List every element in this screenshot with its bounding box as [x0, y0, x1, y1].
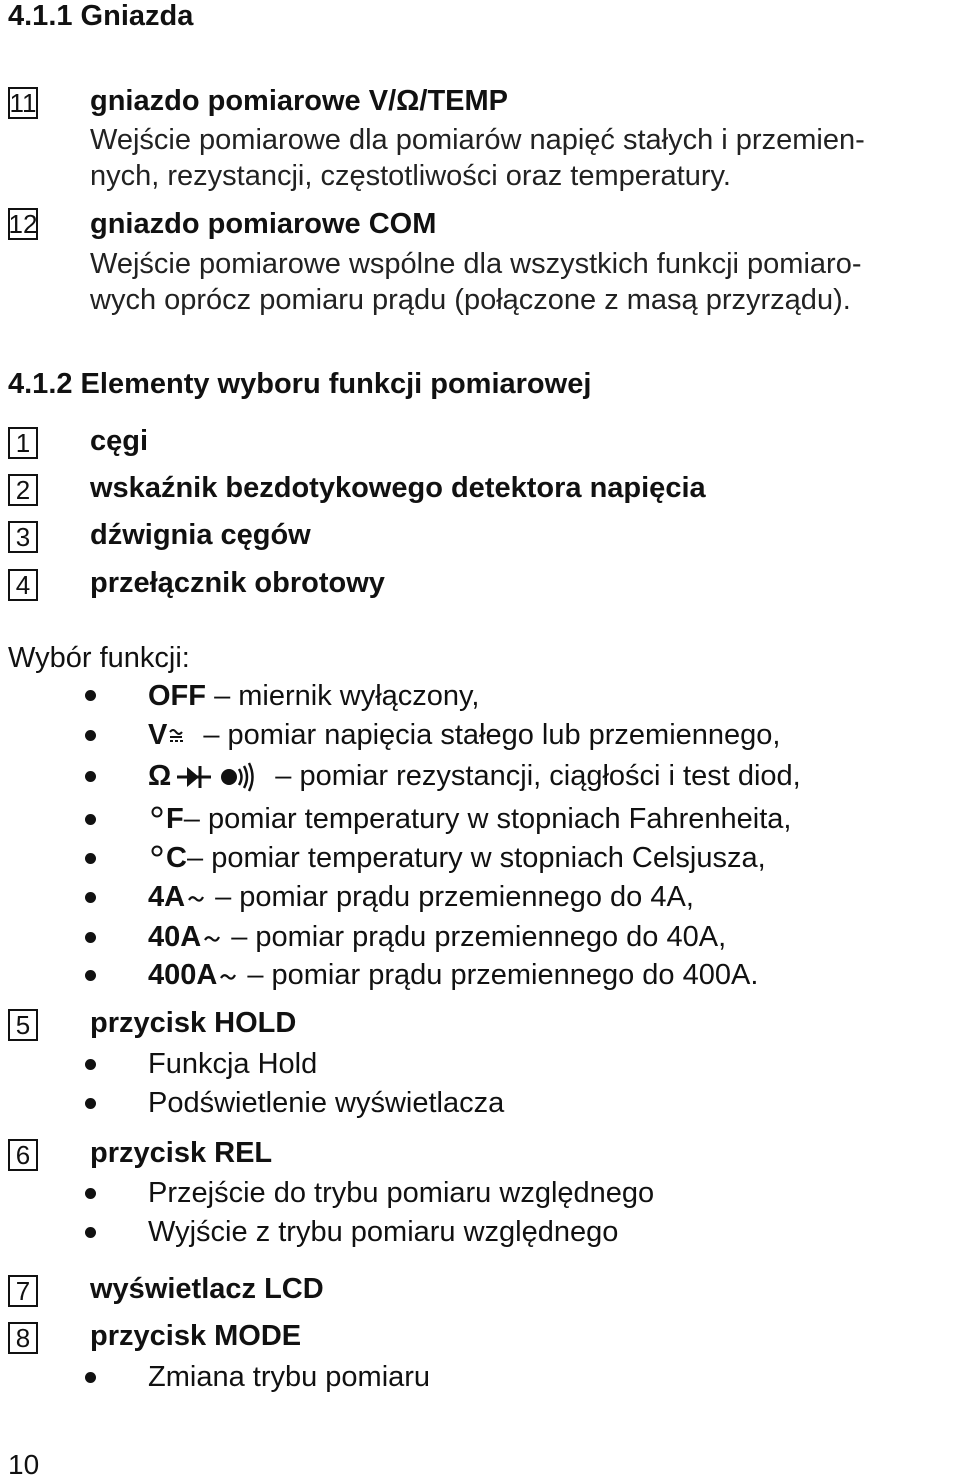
item-desc-11-line2: nych, rezystancji, częstotliwości oraz temperatury.: [90, 160, 731, 192]
function-item-40a: [148, 921, 726, 954]
function-item-4a: [148, 881, 694, 914]
item-number-12: 12: [8, 208, 38, 239]
function-key-400a: 400A: [148, 959, 218, 991]
function-key-ohm: Ω: [148, 760, 172, 792]
beeper-icon: [219, 761, 257, 793]
function-text-celsius: – pomiar temperatury w stopniach Celsjusza,: [187, 842, 766, 874]
item-title-2: wskaźnik bezdotykowego detektora napięcia: [90, 472, 706, 504]
item-number-4: 4: [8, 569, 38, 601]
item-desc-11-line1: Wejście pomiarowe dla pomiarów napięć stałych i przemien-: [90, 124, 865, 156]
bullet: [85, 814, 96, 825]
function-item-off: [148, 680, 479, 713]
function-key-40a: 40A: [148, 921, 202, 953]
bullet: [85, 1059, 96, 1070]
function-text-fahrenheit: – pomiar temperatury w stopniach Fahrenheita,: [183, 803, 792, 835]
bullet: [85, 690, 96, 701]
function-item-400a: [148, 959, 758, 992]
item-title-5: przycisk HOLD: [90, 1007, 297, 1039]
function-key-v: V: [148, 719, 168, 751]
function-item-ohm: [148, 760, 801, 793]
item-title-1: cęgi: [90, 425, 149, 457]
functions-label: Wybór funkcji:: [8, 642, 190, 674]
diode-icon: [177, 764, 211, 790]
bullet: [85, 1372, 96, 1383]
bullet: [85, 892, 96, 903]
item-number-11: 11: [9, 87, 37, 118]
bullet: [85, 771, 96, 782]
bullet: [85, 1098, 96, 1109]
function-text-off: – miernik wyłączony,: [214, 680, 480, 712]
function-item-fahrenheit: [150, 803, 791, 836]
tilde-icon: [203, 931, 221, 945]
function-text-ohm: – pomiar rezystancji, ciągłości i test diod,: [275, 760, 801, 792]
hold-bullet-1: Funkcja Hold: [148, 1048, 318, 1080]
item-number-8: 8: [8, 1322, 38, 1354]
section-heading-elementy: 4.1.2 Elementy wyboru funkcji pomiarowej: [8, 368, 592, 400]
function-item-celsius: [150, 842, 766, 875]
function-text-4a: – pomiar prądu przemiennego do 4A,: [215, 881, 694, 913]
section-heading-gniazda: 4.1.1 Gniazda: [8, 0, 194, 32]
function-text-40a: – pomiar prądu przemiennego do 40A,: [231, 921, 727, 953]
item-number-6: 6: [8, 1139, 38, 1171]
item-title-8: przycisk MODE: [90, 1320, 302, 1352]
item-desc-12-line2: wych oprócz pomiaru prądu (połączone z masą przyrządu).: [90, 284, 851, 316]
item-number-7: 7: [8, 1275, 38, 1307]
function-key-fahrenheit: F: [166, 803, 184, 835]
function-text-v: – pomiar napięcia stałego lub przemiennego,: [203, 719, 781, 751]
page-number: 10: [8, 1449, 40, 1480]
function-text-400a: – pomiar prądu przemiennego do 400A.: [247, 959, 759, 991]
item-title-4: przełącznik obrotowy: [90, 567, 385, 599]
item-title-3: dźwignia cęgów: [90, 519, 311, 551]
function-key-off: OFF: [148, 680, 206, 712]
bullet: [85, 730, 96, 741]
item-title-6: przycisk REL: [90, 1137, 273, 1169]
bullet: [85, 932, 96, 943]
degree-icon: [150, 842, 164, 870]
bullet: [85, 970, 96, 981]
ac-dc-icon: [167, 726, 189, 746]
bullet: [85, 1227, 96, 1238]
function-key-4a: 4A: [148, 881, 186, 913]
item-desc-12-line1: Wejście pomiarowe wspólne dla wszystkich funkcji pomiaro-: [90, 248, 862, 280]
rel-bullet-2: Wyjście z trybu pomiaru względnego: [148, 1216, 619, 1248]
item-number-3: 3: [8, 521, 38, 553]
degree-icon: [150, 803, 164, 831]
item-number-2: 2: [8, 474, 38, 506]
bullet: [85, 853, 96, 864]
item-number-5: 5: [8, 1009, 38, 1041]
function-item-v: [148, 719, 780, 752]
tilde-icon: [219, 969, 237, 983]
item-title-11: gniazdo pomiarowe V/Ω/TEMP: [90, 85, 509, 117]
tilde-icon: [187, 891, 205, 905]
item-title-7: wyświetlacz LCD: [90, 1273, 324, 1305]
function-key-celsius: C: [166, 842, 187, 874]
item-number-1: 1: [8, 427, 38, 459]
mode-bullet-1: Zmiana trybu pomiaru: [148, 1361, 431, 1393]
item-title-12: gniazdo pomiarowe COM: [90, 208, 437, 240]
rel-bullet-1: Przejście do trybu pomiaru względnego: [148, 1177, 655, 1209]
hold-bullet-2: Podświetlenie wyświetlacza: [148, 1087, 505, 1119]
bullet: [85, 1188, 96, 1199]
